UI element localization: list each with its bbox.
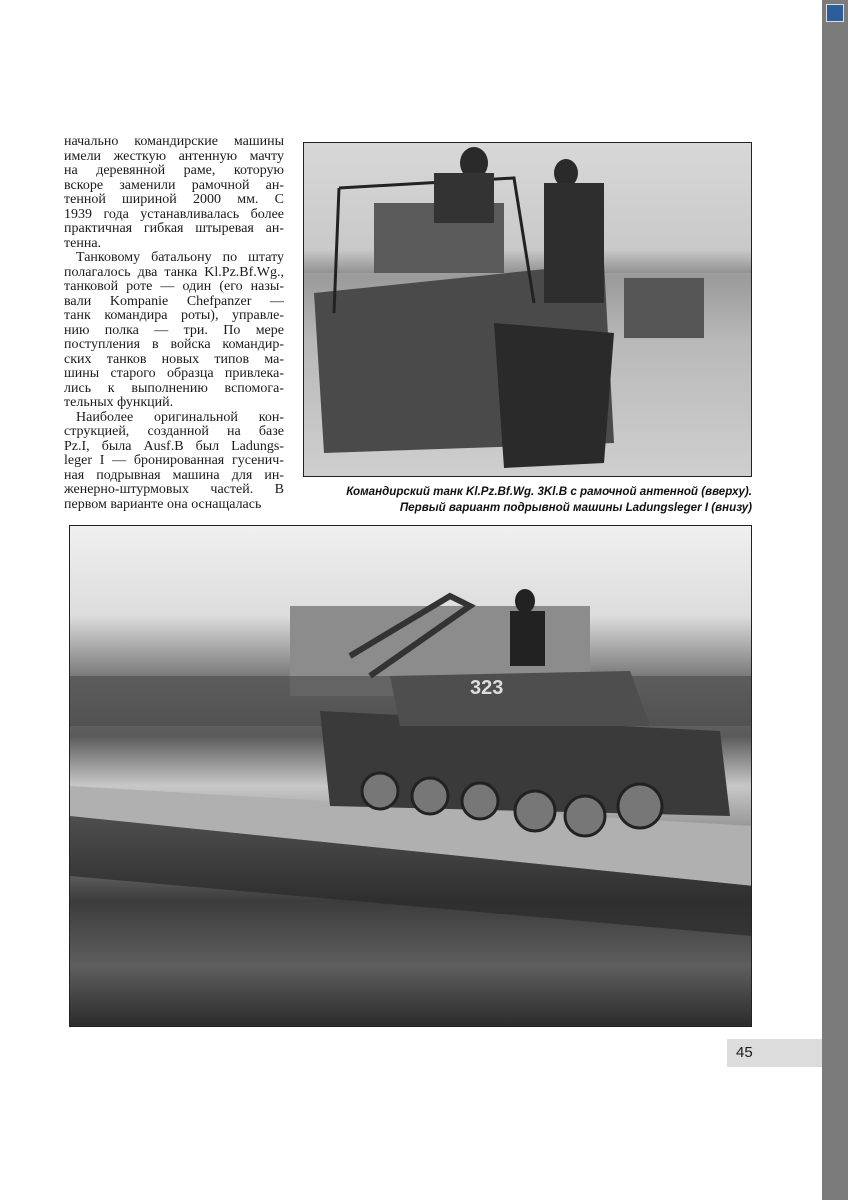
text-line: leger I — бронированная гусенич- — [64, 454, 284, 468]
text-line: вскоре заменили рамочной ан- — [64, 178, 284, 193]
text-line: начально командирские машины — [64, 135, 284, 149]
caption-line-2: Первый вариант подрывной машины Ladungsleger I (внизу) — [399, 501, 752, 514]
text-line: на деревянной раме, которую — [64, 164, 284, 178]
page-number: 45 — [727, 1039, 822, 1067]
site-logo-icon — [826, 4, 844, 22]
text-line: тенна. — [64, 236, 102, 251]
text-line: имели жесткую антенную мачту — [64, 149, 284, 164]
text-line: нию полка — три. По мере — [64, 323, 284, 338]
text-line: тельных функций. — [64, 396, 174, 410]
text-line: тенной шириной 2000 мм. С — [64, 193, 284, 207]
text-line: Pz.I, была Ausf.B был Ladungs- — [64, 439, 284, 454]
photo-command-tank-illustration — [304, 143, 752, 477]
body-text-column — [64, 135, 284, 512]
tank-number: 323 — [470, 677, 504, 699]
text-line: первом варианте она оснащалась — [64, 497, 262, 512]
text-line: практичная гибкая штыревая ан- — [64, 222, 284, 236]
text-line: поступления в войска командир- — [64, 338, 284, 352]
photo-ladungsleger — [69, 525, 752, 1027]
text-line: струкцией, созданной на базе — [64, 425, 284, 439]
text-line: женерно-штурмовых частей. В — [64, 483, 284, 497]
text-line: Наиболее оригинальной кон- — [76, 410, 284, 425]
text-line: полагалось два танка Kl.Pz.Bf.Wg., — [64, 265, 284, 280]
text-line: танк командира роты), управле- — [64, 309, 284, 323]
text-line: 1939 года устанавливалась более — [64, 207, 284, 222]
photo-command-tank — [303, 142, 752, 477]
caption-line-1: Командирский танк Kl.Pz.Bf.Wg. 3Kl.B с рамочной антенной (вверху). — [346, 485, 752, 498]
watermark-sidebar — [822, 0, 848, 1200]
text-line: вали Kompanie Chefpanzer — — [64, 294, 284, 309]
photo-ladungsleger-illustration — [70, 526, 752, 1027]
text-line: ских танков новых типов ма- — [64, 352, 284, 367]
text-line: шины старого образца привлека- — [64, 367, 284, 381]
photo-caption — [346, 484, 752, 516]
text-line: Танковому батальону по штату — [76, 251, 284, 265]
text-line: ная подрывная машина для ин- — [64, 468, 284, 483]
text-line: танковой роте — один (его назы- — [64, 280, 284, 294]
text-line: лись к выполнению вспомога- — [64, 381, 284, 396]
